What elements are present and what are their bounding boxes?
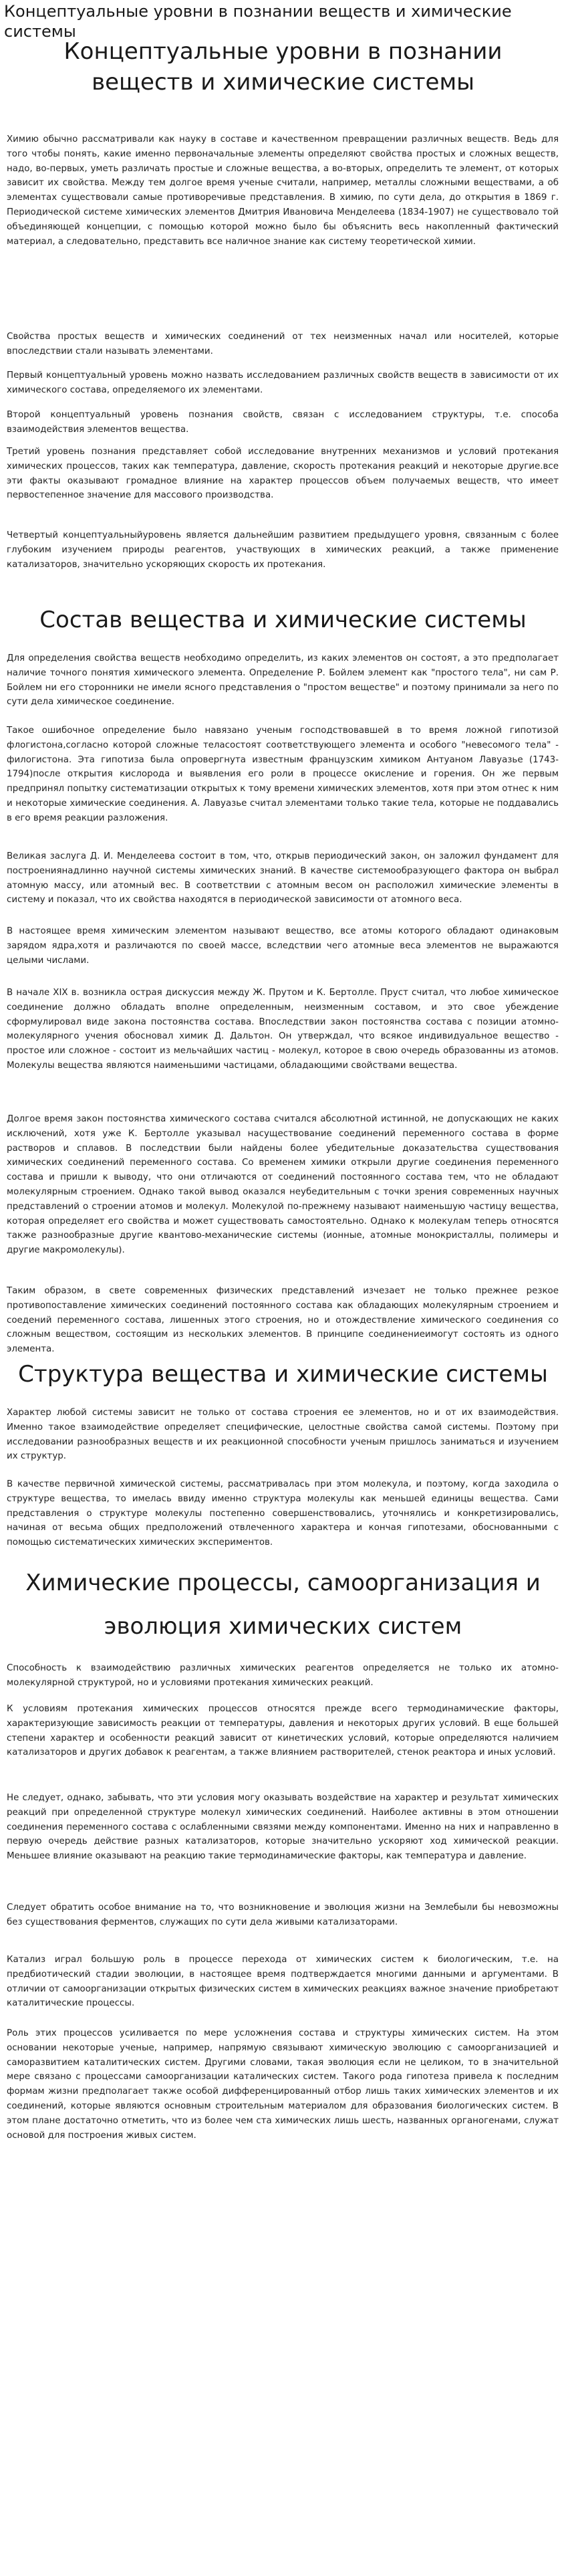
composition-paragraph: Таким образом, в свете современных физических представлений изчезает не только прежнее резкое противопоставление химических соединений постоянного состава как обладающих молекулярным строением и соедений переменного состава, лишенных этого строения, но и отождествление химического соединения со сложным веществом, состоящим из нескольких элементов. В принципе соединениеимогут состоять из одного элемента. [7, 1286, 559, 1355]
composition-paragraph: Долгое время закон постоянства химического состава считался абсолютной истинной, не допускающих не каких исключений, хотя уже К. Бертолле указывал насуществование соединений переменного состава в форме растворов и сплавов. В последствии были найдены более убедительные доказательства существования химических соединений переменного состава. Со временем химики открыли другие соединения переменного состава и пришли к выводу, что они отличаются от соединений постоянного состава тем, что не обладают молекулярным строением. Однако такой вывод оказался неубедительным с точки зрения современных научных представлений о строении атомов и молекул. Молекулой по-прежнему называют наименьшую частицу вещества, которая определяет его свойства и может существовать самостоятельно. Однако к молекулам теперь относятся также разнообразные другие квантово-механические системы (ионные, атомные монокристаллы, полимеры и другие макромолекулы). [7, 1114, 559, 1256]
section-heading-composition: Состав вещества и химические системы [39, 607, 527, 633]
processes-paragraph: Не следует, однако, забывать, что эти условия могу оказывать воздействие на характер и результат химических реакций при определенной структуре молекул химических соединений. Наиболее активны в этом отношении соединения переменного состава с ослабленными связями между компонентами. Именно на них и направленно в первую очередь действие разных катализаторов, которые значительно ускоряют ход химической реакции. Меньшее влияние оказывают на реакцию такие термодинамические факторы, как температура и давление. [7, 1793, 559, 1862]
processes-paragraph: Способность к взаимодействию различных химических реагентов определяется не только их атомно-молекулярной структурой, но и условиями протекания химических реакций. [7, 1663, 559, 1688]
composition-paragraph: Такое ошибочное определение было навязано ученым господствовавшей в то время ложной гипотизой флогистона,согласно которой сложные телаcостоят соответствующего элемента и особого "невесомого тела" - филогистона. Эта гипотиза была опровергнута известным французским химиком Антуаном Лавуазье (1743-1794)после открытия кислорода и выявления его роли в процессе окисление и горения. Он же первым предпринял попытку систематизации открытых к тому времени химических элементов, хотя при этом отнес к ним и некоторые химические соединения. А. Лавуазье считал элементами только такие тела, которые не поддавались в его время реакции разложения. [7, 726, 559, 823]
section-heading-structure: Структура вещества и химические системы [18, 1361, 548, 1388]
composition-paragraph: Великая заслуга Д. И. Менделеева состоит в том, что, открыв периодический закон, он заложил фундамент для построениянадлинно научной системы химических знаний. В качестве системообразующего фактора он выбрал атомную массу, или атомный вес. В соответствии с атомным весом он расположил химические элементы в систему и показал, что их свойства находятся в периодической зависимости от атомного веса. [7, 851, 559, 905]
composition-paragraph: В настоящее время химическим элементом называют вещество, все атомы которого обладают одинаковым зарядом ядра,хотя и различаются по своей массе, вследствии чего атомные веса элементов не выражаются целыми числами. [7, 926, 559, 966]
composition-paragraph: Для определения свойства веществ необходимо определить, из каких элементов он состоят, а это предполагает наличие точного понятия химического элемента. Определение Р. Бойлем элемент как "простого тела", ни сам Р. Бойлем ни его сторонники не имели ясного представления о "простом веществе" и поэтому принимали за него по сути дела химическое соединение. [7, 653, 559, 708]
intro-paragraph: Свойства простых веществ и химических соединений от тех неизменных начал или носителей, которые впоследствии стали называть элементами. [7, 332, 559, 356]
article-heading-line-2: веществ и химические системы [92, 69, 474, 96]
intro-paragraph: Третий уровень познания представляет собой исследование внутренних механизмов и условий протекания химических процессов, таких как температура, давление, скорость протекания реакций и некоторые другие.все эти факты оказывают громадное влияние на характер процессов объем получаемых веществ, что имеет первостепенное значение для массового производства. [7, 447, 559, 501]
processes-paragraph: Следует обратить особое внимание на то, что возникновение и эволюция жизни на Землебыли бы невозможны без существования ферментов, служащих по сути дела живыми катализаторами. [7, 1903, 559, 1927]
intro-paragraph: Химию обычно рассматривали как науку в составе и качественном превращении различных веществ. Ведь для того чтобы понять, какие именно первоначальные элементы определяют свойства простых и сложных веществ, надо, во-первых, уметь различать простые и сложные вещества, а во-вторых, определить те элемент, от которых зависит их свойства. Между тем долгое время ученые считали, например, металлы сложными веществами, а об элементах существовали самые противоречивые представления. В химию, по сути дела, до открытия в 1869 г. Периодической системе химических элементов Дмитрия Ивановича Менделеева (1834-1907) не существовало той объединяющей концепции, с помощью которой можно было бы объяснить весь накопленный фактический материал, а следовательно, представить все наличное знание как систему теоретической химии. [7, 134, 559, 247]
processes-paragraph: К условиям протекания химических процессов относятся прежде всего термодинамические факторы, характеризующие зависимость реакции от температуры, давления и некоторых других условий. В еще большей степени характер и особенности реакций зависит от кинетических условий, которые определяются наличием катализаторов и других добавок к реагентам, а также влиянием растворителей, стенок реактора и иных условий. [7, 1704, 559, 1758]
intro-paragraph: Четвертый концептуальныйуровень является дальнейшим развитием предыдущего уровня, связанным с более глубоким изучением природы реагентов, участвующих в химических реакций, а также применение катализаторов, значительно ускоряющих скорость их протекания. [7, 530, 559, 570]
page-title: Концептуальные уровни в познании веществ и химические системы [4, 2, 512, 41]
article-heading-line-1: Концептуальные уровни в познании [63, 38, 503, 65]
intro-paragraph: Первый концептуальный уровень можно назвать исследованием различных свойств веществ в зависимости от их химического состава, определяемого их элементами. [7, 370, 559, 395]
section-heading-processes-line-1: Химические процессы, самоорганизация и [25, 1570, 541, 1596]
processes-paragraph: Роль этих процессов усиливается по мере усложнения состава и структуры химических систем. На этом основании некоторые ученые, например, напрямую связывают химическую эволюцию с самоорганизацией и саморазвитием каталитических систем. Другими словами, такая эволюция если не целиком, то в значительной мере связано с процессами самоорганизации каталических систем. Такого рода гипотеза привела к последним формам жизни предполагает также особой дифференцированный отбор лишь таких химических элементов и их соединений, которые являются основным строительным материалом для образования биологических систем. В этом плане достаточно отметить, что из более чем ста химических лишь шесть, названных органогенами, служат основой для построения живых систем. [7, 2028, 559, 2141]
structure-paragraph: Характер любой системы зависит не только от состава строения ее элементов, но и от их взаимодействия. Именно такое взаимодействие определяет специфические, целостные свойства самой системы. Поэтому при исследовании разнообразных веществ и их реакционной способности ученым пришлось заниматься и изучением их структур. [7, 1408, 559, 1462]
composition-paragraph: В начале XIX в. возникла острая дискуссия между Ж. Прутом и К. Бертолле. Пруст считал, что любое химическое соединение должно обладать вполне определенным, неизменным составом, и это свое убеждение сформулировал виде закона постоянства состава. Впоследствии закон постоянства состава с позиции атомно-молекулярного учения обосновал химик Д. Дальтон. Он утверждал, что всякое индивидуальное вещество - простое или сложное - состоит из мельчайших частиц - молекул, которое в свою очередь образованны из атомов. Молекулы вещества являются наименьшими частицами, обладающими свойствами вещества. [7, 988, 559, 1071]
structure-paragraph: В качестве первичной химической системы, рассматривалась при этом молекула, и поэтому, когда заходила о структуре вещества, то имелась ввиду именно структура молекулы как меньшей единицы вещества. Сами представления о структуре молекулы постепенно совершенствовались, уточнялись и конкретизировались, начиная от весьма общих предположений отвлеченного характера и кончая гипотезами, обоснованными с помощью систематических химических экспериментов. [7, 1479, 559, 1548]
intro-paragraph: Второй концептуальный уровень познания свойств, связан с исследованием структуры, т.е. способа взаимодействия элементов вещества. [7, 410, 559, 435]
section-heading-processes-line-2: эволюция химических систем [104, 1613, 462, 1640]
processes-paragraph: Катализ играл большую роль в процессе перехода от химических систем к биологическим, т.е. на предбиотический стадии эволюции, в настоящее время подтверждается многими данными и аргументами. В отличии от самоорганизации открытых физических систем в химических реакциях важное значение приобретают каталитические процессы. [7, 1955, 559, 2009]
